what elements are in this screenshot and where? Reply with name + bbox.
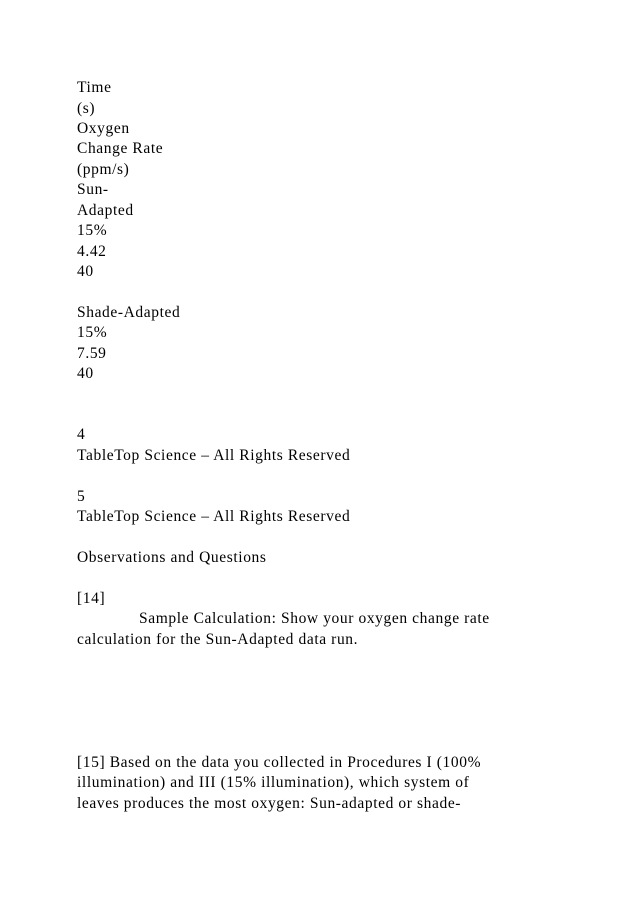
question-14-text-line-2: calculation for the Sun-Adapted data run. xyxy=(77,631,359,648)
table-header-time-1: Time xyxy=(77,79,112,96)
question-14-number: [14] xyxy=(77,590,106,607)
footer-copyright-5: TableTop Science – All Rights Reserved xyxy=(77,508,351,525)
table-row1-time: 40 xyxy=(77,263,94,280)
question-14-text-line-1: Sample Calculation: Show your oxygen change rate xyxy=(139,610,490,627)
table-header-time-2: (s) xyxy=(77,100,96,117)
table-row2-illumination: 15% xyxy=(77,324,108,341)
table-row1-illumination: 15% xyxy=(77,222,108,239)
table-row2-time: 40 xyxy=(77,365,94,382)
footer-page-number-4: 4 xyxy=(77,426,86,443)
question-15-line-3: leaves produces the most oxygen: Sun-adapted or shade- xyxy=(77,795,462,812)
question-15-line-1: [15] Based on the data you collected in Procedures I (100% xyxy=(77,754,482,771)
table-row2-label: Shade-Adapted xyxy=(77,304,181,321)
table-row2-rate: 7.59 xyxy=(77,345,107,362)
table-header-rate-1: Oxygen xyxy=(77,120,130,137)
table-row1-rate: 4.42 xyxy=(77,243,107,260)
table-header-rate-3: (ppm/s) xyxy=(77,161,130,178)
question-15-line-2: illumination) and III (15% illumination), which system of xyxy=(77,774,470,791)
footer-page-number-5: 5 xyxy=(77,488,86,505)
table-header-rate-2: Change Rate xyxy=(77,140,164,157)
table-row1-label-1: Sun- xyxy=(77,181,109,198)
footer-copyright-4: TableTop Science – All Rights Reserved xyxy=(77,447,351,464)
table-row1-label-2: Adapted xyxy=(77,202,134,219)
section-heading: Observations and Questions xyxy=(77,549,267,566)
